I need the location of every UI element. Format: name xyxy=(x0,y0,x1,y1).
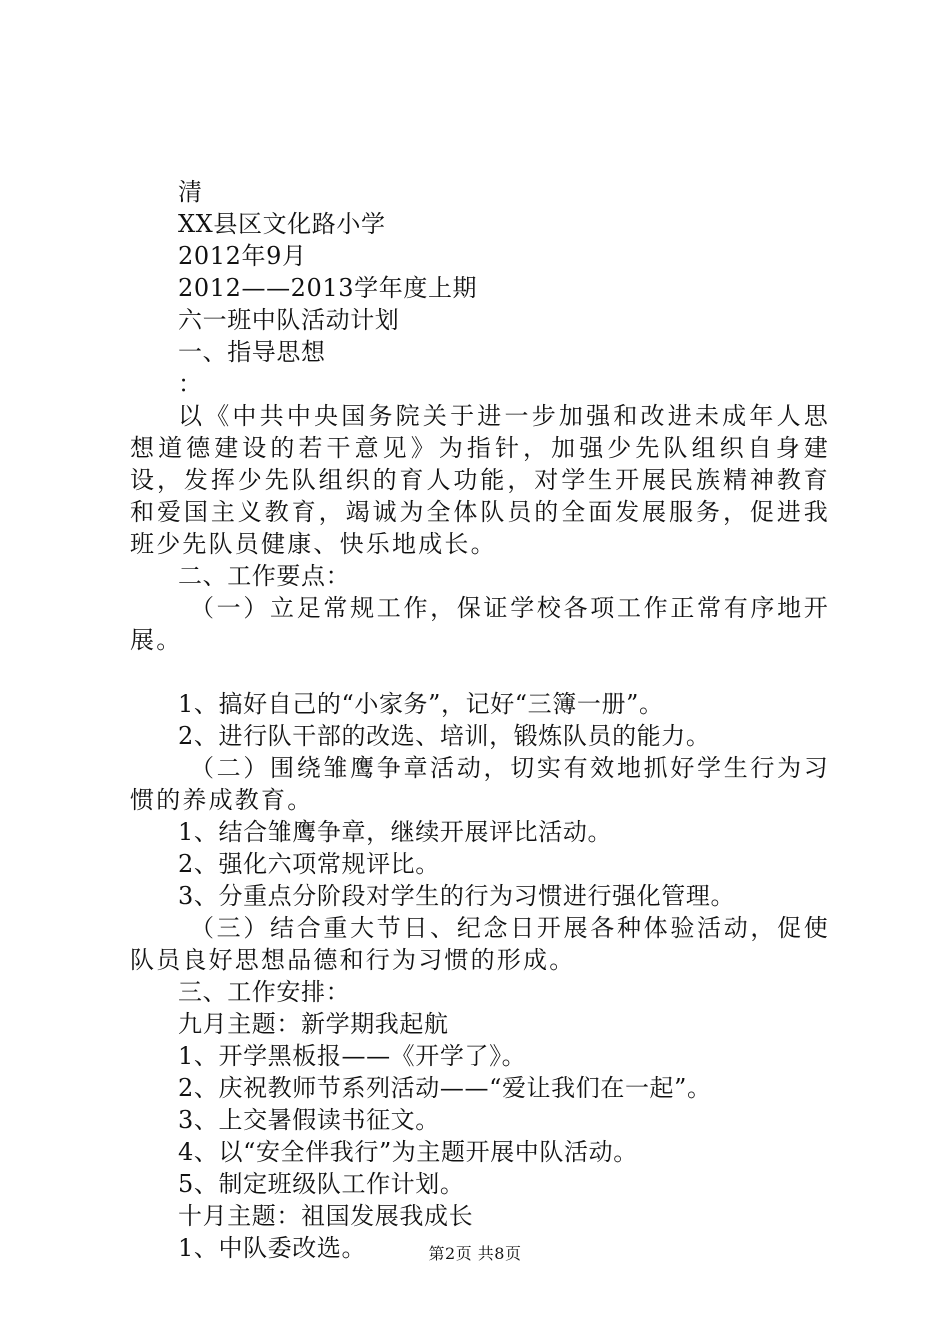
list-item: 3、上交暑假读书征文。 xyxy=(178,1106,440,1134)
guiding-ideology-paragraph: 以《中共中央国务院关于进一步加强和改进未成年人思想道德建设的若干意见》为指针，加强少先队组织自身建设，发挥少先队组织的育人功能，对学生开展民族精神教育和爱国主义教育，竭诚为全体队员的全面发展服务，促进我班少先队员健康、快乐地成长。 xyxy=(130,402,830,558)
section-heading-work-points: 二、工作要点： xyxy=(178,562,351,590)
list-item: 1、中队委改选。 xyxy=(178,1234,367,1262)
page-footer: 第2页 共8页 xyxy=(428,1244,522,1263)
list-item: 3、分重点分阶段对学生的行为习惯进行强化管理。 xyxy=(178,882,736,910)
blank-line xyxy=(130,656,830,688)
list-item: 2、进行队干部的改选、培训，锻炼队员的能力。 xyxy=(178,722,711,750)
school-year: 2012——2013学年度上期 xyxy=(178,274,478,302)
school-name: XX县区文化路小学 xyxy=(178,210,386,238)
month-theme-october: 十月主题：祖国发展我成长 xyxy=(178,1202,474,1230)
section-heading-work-arrangement: 三、工作安排： xyxy=(178,978,351,1006)
work-point-3: （三）结合重大节日、纪念日开展各种体验活动，促使队员良好思想品德和行为习惯的形成。 xyxy=(130,914,830,974)
section-heading-guiding-ideology: 一、指导思想 xyxy=(178,338,326,366)
list-item: 2、庆祝教师节系列活动——“爱让我们在一起”。 xyxy=(178,1074,712,1102)
list-item: 5、制定班级队工作计划。 xyxy=(178,1170,465,1198)
month-theme-september: 九月主题：新学期我起航 xyxy=(178,1010,449,1038)
work-point-1: （一）立足常规工作，保证学校各项工作正常有序地开展。 xyxy=(130,594,830,654)
list-item: 4、以“安全伴我行”为主题开展中队活动。 xyxy=(178,1138,638,1166)
list-item: 1、搞好自己的“小家务”，记好“三簿一册”。 xyxy=(178,690,664,718)
document-body xyxy=(130,176,830,1264)
list-item: 1、开学黑板报——《开学了》。 xyxy=(178,1042,527,1070)
text-line: 清 xyxy=(178,178,203,206)
colon-line: ： xyxy=(178,370,203,398)
document-title: 六一班中队活动计划 xyxy=(178,306,400,334)
work-point-2: （二）围绕雏鹰争章活动，切实有效地抓好学生行为习惯的养成教育。 xyxy=(130,754,830,814)
list-item: 1、结合雏鹰争章，继续开展评比活动。 xyxy=(178,818,613,846)
list-item: 2、强化六项常规评比。 xyxy=(178,850,440,878)
date-line: 2012年9月 xyxy=(178,242,307,270)
